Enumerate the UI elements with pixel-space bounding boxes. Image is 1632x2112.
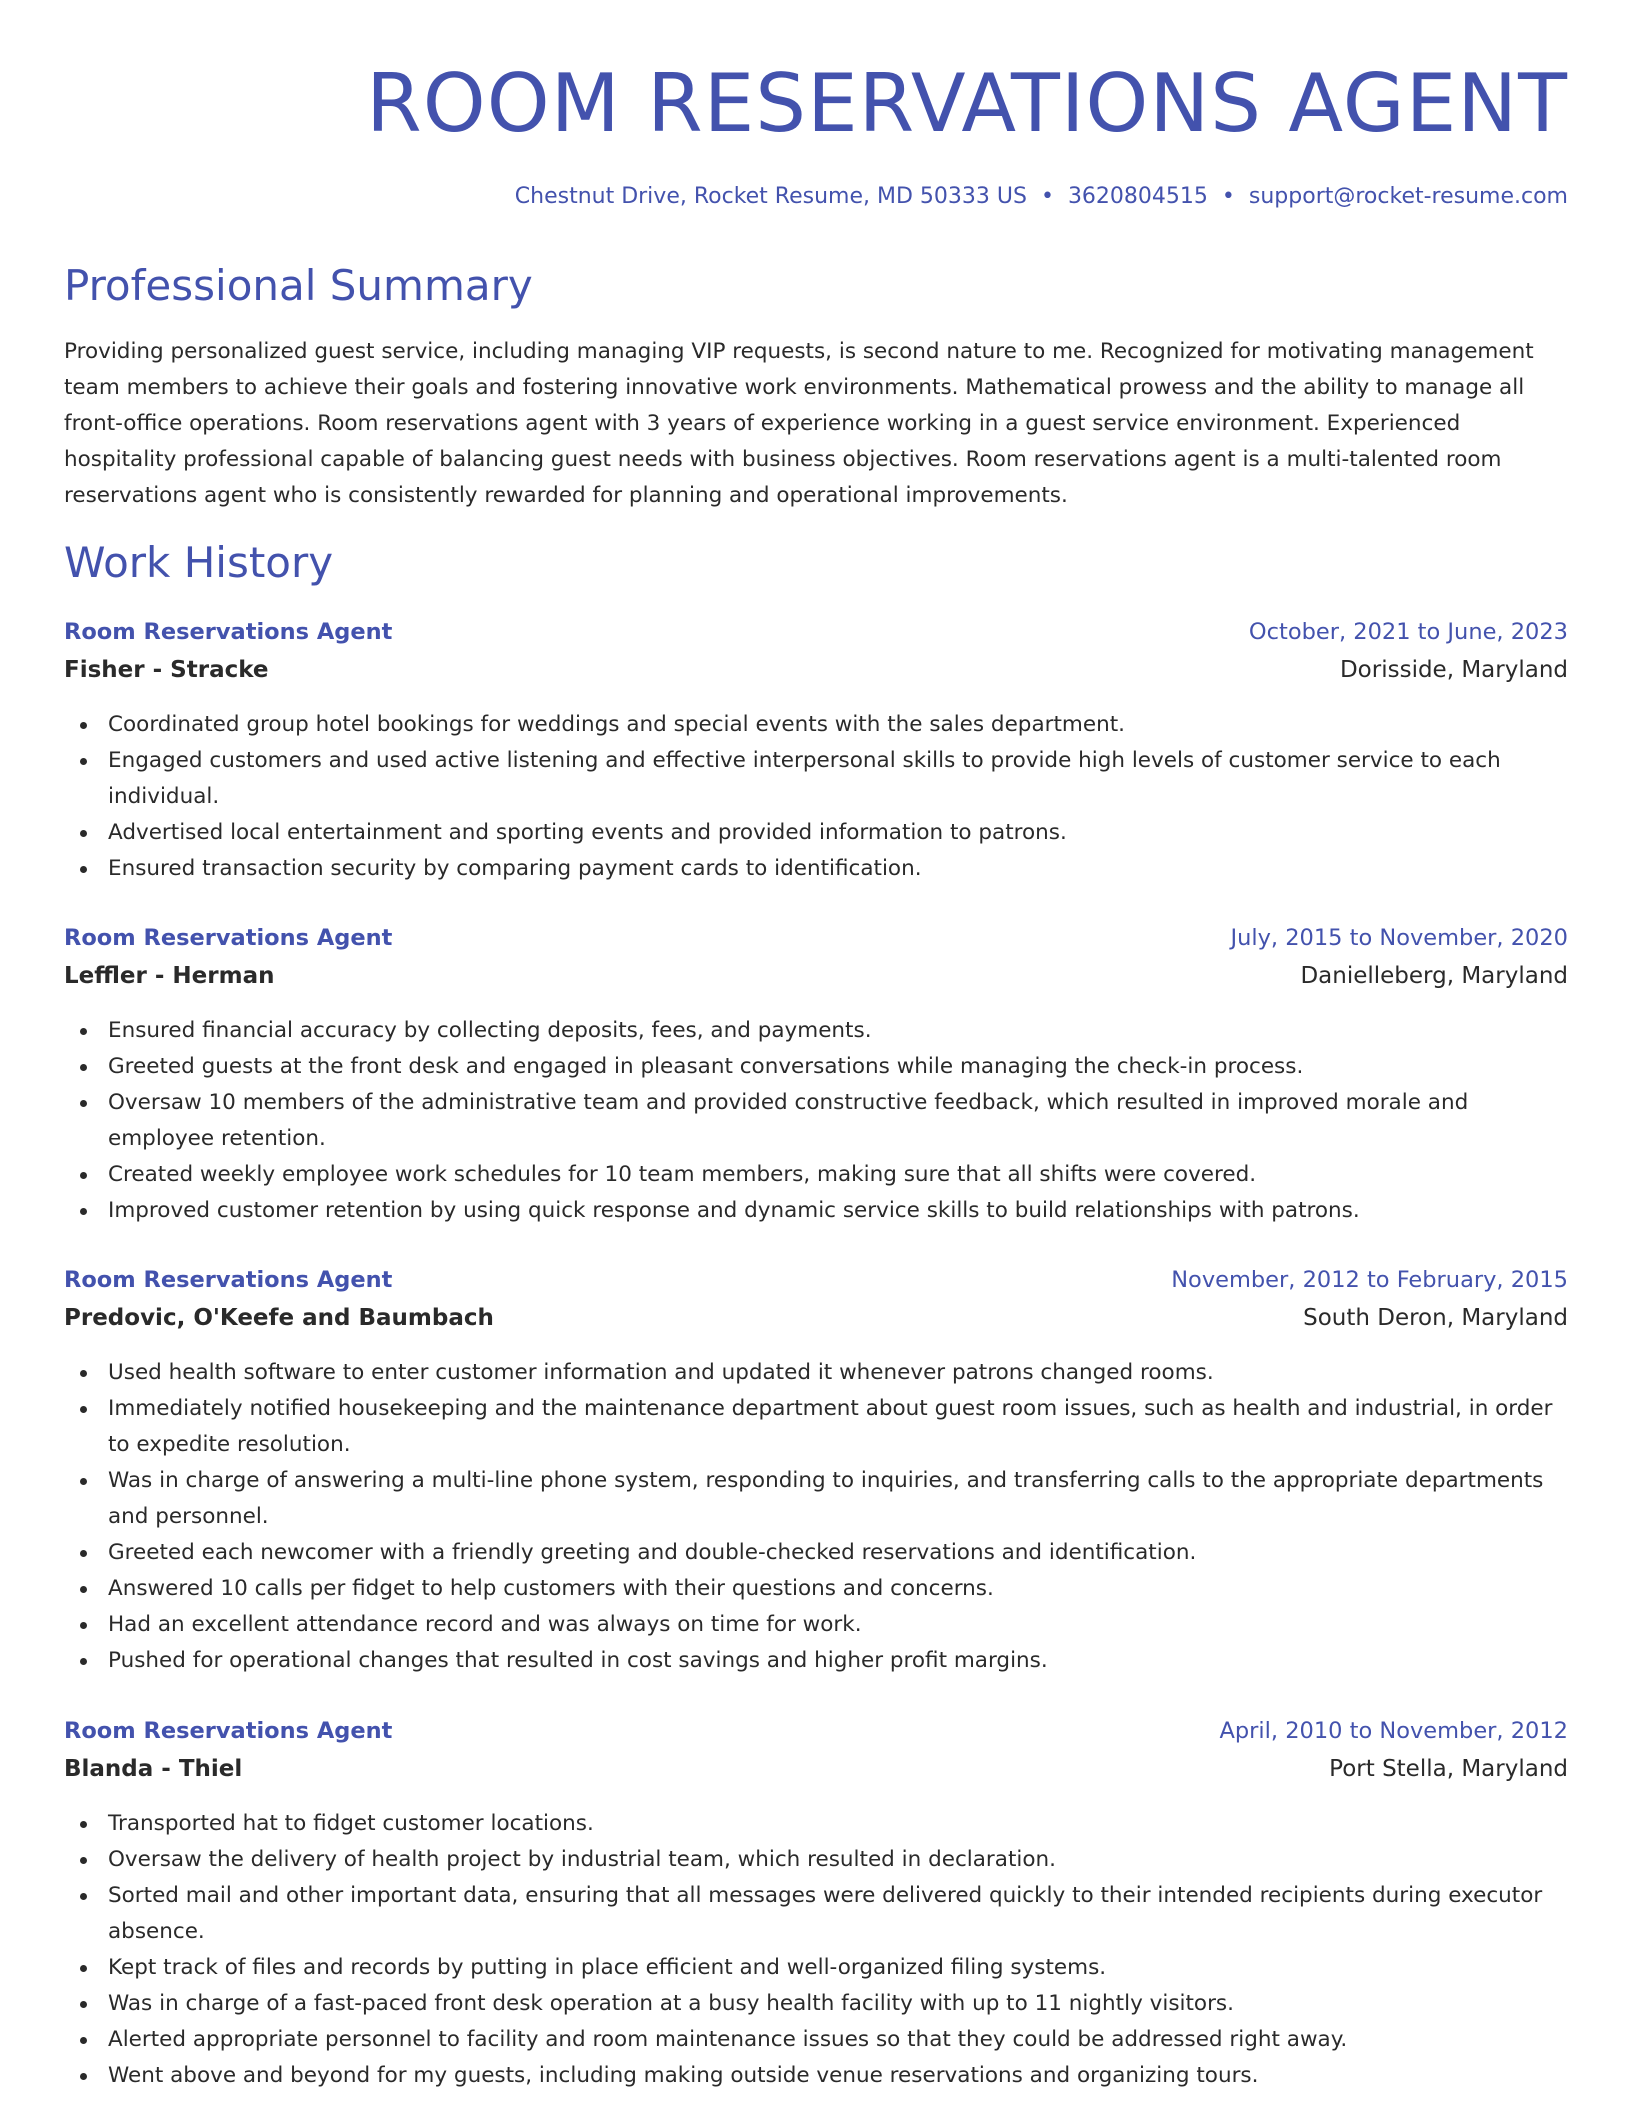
bullet-text: Alerted appropriate personnel to facility and room maintenance issues so that they could be addressed right away. (108, 2027, 1348, 2052)
bullet-dot-icon (80, 1857, 87, 1864)
list-item (64, 1806, 1568, 1842)
bullet-dot-icon (80, 1064, 87, 1071)
list-item (64, 2058, 1568, 2094)
bullet-text: Used health software to enter customer information and updated it whenever patrons changed rooms. (108, 1360, 1214, 1385)
summary-section-title: Professional Summary (64, 261, 533, 310)
bullet-dot-icon (80, 866, 87, 873)
job-company: Leffler - Herman (64, 963, 275, 989)
bullet-text: Ensured transaction security by comparing payment cards to identification. (108, 856, 922, 881)
list-item (64, 1355, 1568, 1391)
bullet-text: Went above and beyond for my guests, including making outside venue reservations and organizing tours. (108, 2063, 1259, 2088)
job-entry (64, 1265, 1568, 1679)
job-company: Predovic, O'Keefe and Baumbach (64, 1305, 494, 1331)
list-item (64, 1842, 1568, 1878)
job-company: Fisher - Stracke (64, 657, 269, 683)
contact-separator: • (1040, 184, 1054, 209)
list-item (64, 1950, 1568, 1986)
job-bullet-list (64, 1355, 1568, 1679)
list-item (64, 1013, 1568, 1049)
bullet-dot-icon (80, 1658, 87, 1665)
bullet-text: Ensured financial accuracy by collecting deposits, fees, and payments. (108, 1018, 872, 1043)
summary-text: Providing personalized guest service, including managing VIP requests, is second nature to me. Recognized for motivating management team members to achieve their goals and fostering innovative work environments. Mathematical prowess and the ability to manage all front-office operations. Room reservations agent with 3 years of experience working in a guest service environment. Experienced hospitality professional capable of balancing guest needs with business objectives. Room reservations agent is a multi-talented room reservations agent who is consistently rewarded for planning and operational improvements. (64, 339, 1534, 508)
job-bullet-list (64, 1013, 1568, 1229)
work-history-section-title: Work History (64, 538, 334, 587)
list-item (64, 2022, 1568, 2058)
job-title: Room Reservations Agent (64, 925, 393, 951)
list-item (64, 1607, 1568, 1643)
bullet-dot-icon (80, 1028, 87, 1035)
bullet-text: Oversaw the delivery of health project by industrial team, which resulted in declaration. (108, 1847, 1056, 1872)
job-title: Room Reservations Agent (64, 619, 393, 645)
job-bullet-list (64, 1806, 1568, 2094)
list-item (64, 1463, 1568, 1535)
bullet-dot-icon (80, 1550, 87, 1557)
contact-line (515, 182, 1568, 212)
bullet-text: Answered 10 calls per fidget to help customers with their questions and concerns. (108, 1576, 994, 1601)
contact-address: Chestnut Drive, Rocket Resume, MD 50333 US (514, 184, 1027, 209)
bullet-dot-icon (80, 1478, 87, 1485)
list-item (64, 851, 1568, 887)
contact-email: support@rocket-resume.com (1248, 184, 1568, 209)
list-item (64, 743, 1568, 815)
list-item (64, 1571, 1568, 1607)
bullet-dot-icon (80, 1172, 87, 1179)
job-title: Room Reservations Agent (64, 1718, 393, 1744)
bullet-dot-icon (80, 2037, 87, 2044)
list-item (64, 815, 1568, 851)
bullet-dot-icon (80, 758, 87, 765)
job-location: Danielleberg, Maryland (1300, 963, 1568, 989)
bullet-text: Was in charge of a fast-paced front desk operation at a busy health facility with up to 11 nightly visitors. (108, 1991, 1234, 2016)
bullet-dot-icon (80, 1893, 87, 1900)
bullet-text: Oversaw 10 members of the administrative team and provided constructive feedback, which resulted in improved morale and employee retention. (108, 1090, 1469, 1151)
list-item (64, 707, 1568, 743)
bullet-text: Was in charge of answering a multi-line phone system, responding to inquiries, and transferring calls to the appropriate departments and personnel. (108, 1468, 1544, 1529)
job-location: Port Stella, Maryland (1329, 1756, 1568, 1782)
bullet-text: Immediately notified housekeeping and the maintenance department about guest room issues, such as health and industrial, in order to expedite resolution. (108, 1396, 1553, 1457)
bullet-text: Transported hat to fidget customer locations. (108, 1811, 594, 1836)
bullet-dot-icon (80, 1586, 87, 1593)
job-location: Dorisside, Maryland (1339, 657, 1568, 683)
list-item (64, 1878, 1568, 1950)
list-item (64, 1157, 1568, 1193)
bullet-dot-icon (80, 1100, 87, 1107)
bullet-dot-icon (80, 1821, 87, 1828)
job-dates: July, 2015 to November, 2020 (1230, 925, 1568, 951)
list-item (64, 1643, 1568, 1679)
bullet-text: Coordinated group hotel bookings for weddings and special events with the sales department. (108, 712, 1125, 737)
contact-phone: 3620804515 (1067, 184, 1208, 209)
bullet-dot-icon (80, 1406, 87, 1413)
job-bullet-list (64, 707, 1568, 887)
bullet-dot-icon (80, 1208, 87, 1215)
bullet-text: Pushed for operational changes that resulted in cost savings and higher profit margins. (108, 1648, 1048, 1673)
resume-name-heading: ROOM RESERVATIONS AGENT (366, 57, 1568, 150)
bullet-text: Greeted guests at the front desk and engaged in pleasant conversations while managing the check-in process. (108, 1054, 1304, 1079)
list-item (64, 1391, 1568, 1463)
bullet-text: Sorted mail and other important data, ensuring that all messages were delivered quickly to their intended recipients during executor absence. (108, 1883, 1543, 1944)
bullet-text: Greeted each newcomer with a friendly greeting and double-checked reservations and identification. (108, 1540, 1197, 1565)
list-item (64, 1193, 1568, 1229)
bullet-text: Created weekly employee work schedules for 10 team members, making sure that all shifts were covered. (108, 1162, 1257, 1187)
job-title: Room Reservations Agent (64, 1267, 393, 1293)
job-dates: November, 2012 to February, 2015 (1171, 1267, 1568, 1293)
job-company: Blanda - Thiel (64, 1756, 243, 1782)
bullet-text: Had an excellent attendance record and was always on time for work. (108, 1612, 862, 1637)
bullet-dot-icon (80, 1622, 87, 1629)
bullet-dot-icon (80, 1370, 87, 1377)
list-item (64, 1049, 1568, 1085)
list-item (64, 1535, 1568, 1571)
bullet-dot-icon (80, 1965, 87, 1972)
bullet-dot-icon (80, 2073, 87, 2080)
bullet-text: Kept track of files and records by putting in place efficient and well-organized filing systems. (108, 1955, 1107, 1980)
bullet-dot-icon (80, 2001, 87, 2008)
list-item (64, 1986, 1568, 2022)
bullet-text: Advertised local entertainment and sporting events and provided information to patrons. (108, 820, 1067, 845)
job-dates: April, 2010 to November, 2012 (1219, 1718, 1568, 1744)
bullet-dot-icon (80, 722, 87, 729)
job-entry (64, 617, 1568, 887)
job-entry (64, 923, 1568, 1229)
job-dates: October, 2021 to June, 2023 (1248, 619, 1568, 645)
list-item (64, 1085, 1568, 1157)
bullet-text: Improved customer retention by using quick response and dynamic service skills to build relationships with patrons. (108, 1198, 1360, 1223)
job-entry (64, 1716, 1568, 2094)
contact-separator: • (1221, 184, 1235, 209)
bullet-text: Engaged customers and used active listening and effective interpersonal skills to provide high levels of customer service to each individual. (108, 748, 1501, 809)
job-location: South Deron, Maryland (1303, 1305, 1568, 1331)
bullet-dot-icon (80, 830, 87, 837)
